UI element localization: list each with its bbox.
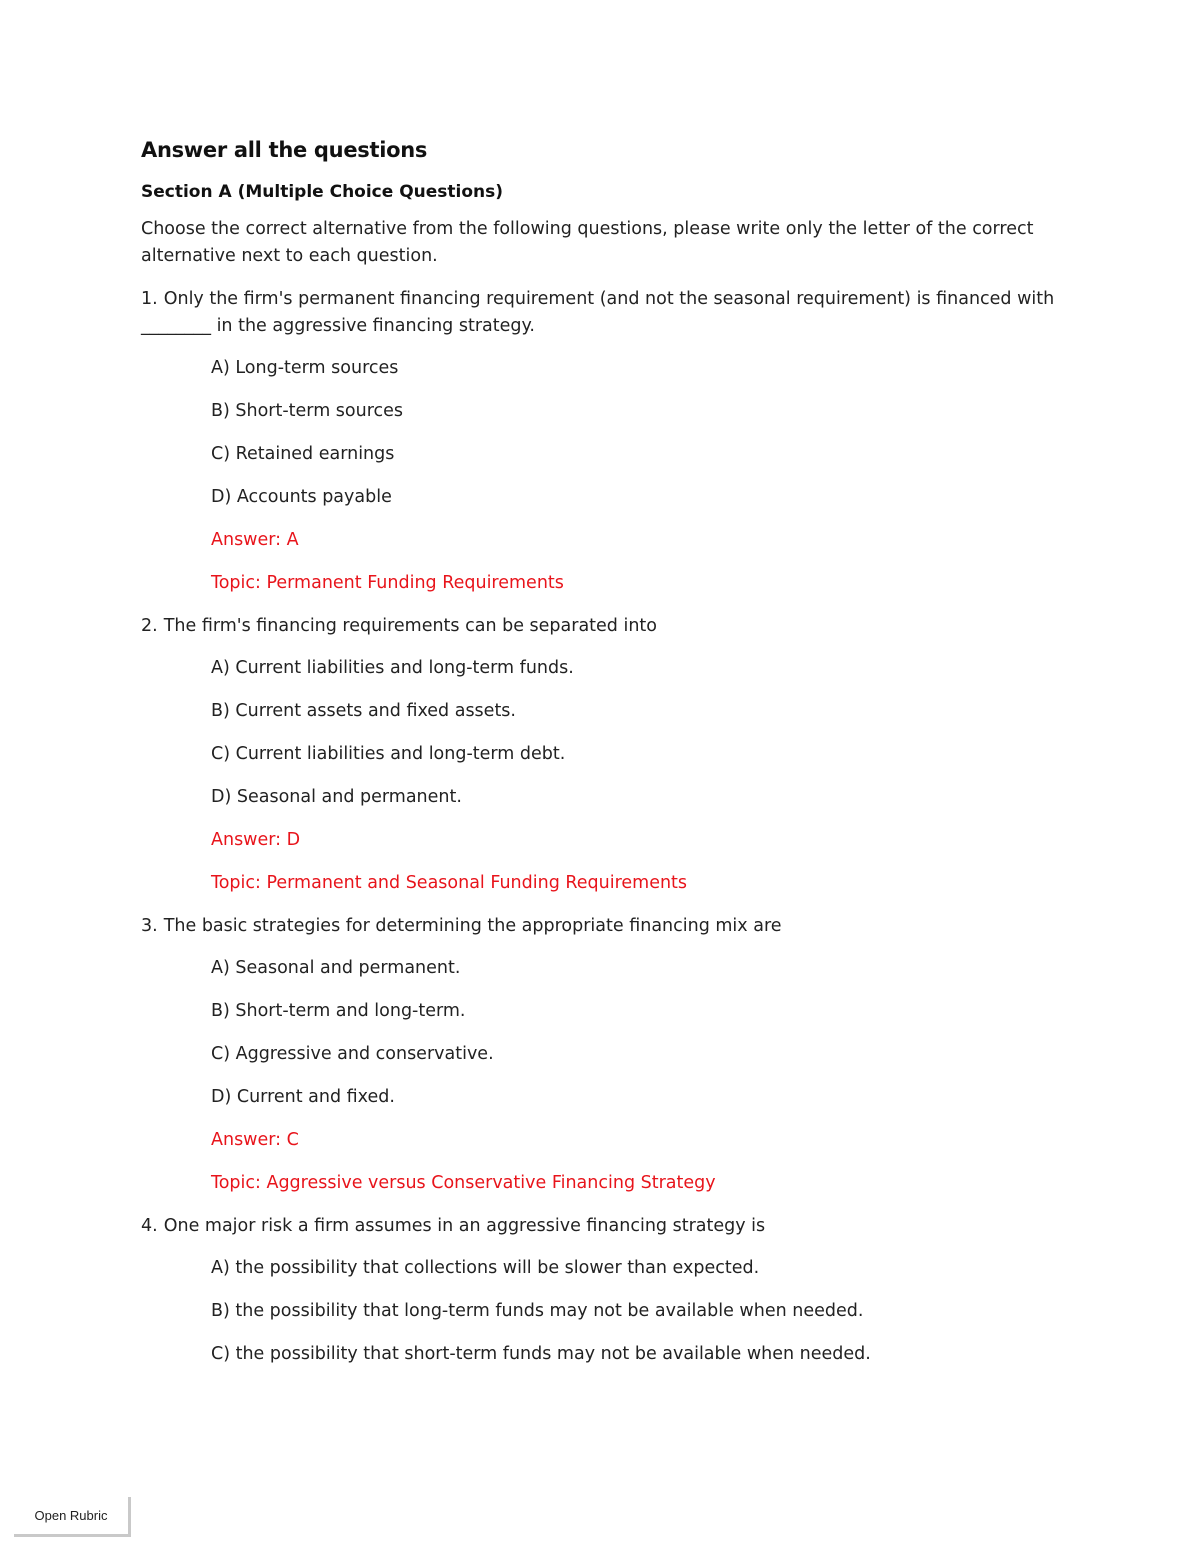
open-rubric-button[interactable]: Open Rubric: [14, 1497, 131, 1537]
option-d: D) Seasonal and permanent.: [211, 787, 462, 807]
option-a: A) the possibility that collections will be slower than expected.: [211, 1258, 760, 1278]
question-text: One major risk a firm assumes in an aggressive financing strategy is: [163, 1216, 766, 1236]
question-number: 4.: [141, 1216, 158, 1236]
option-a: A) Seasonal and permanent.: [211, 958, 461, 978]
question-number: 3.: [141, 916, 158, 936]
option-a: A) Long-term sources: [211, 358, 399, 378]
document-page: [141, 138, 1061, 1384]
topic-text: Topic: Aggressive versus Conservative Financing Strategy: [211, 1173, 716, 1193]
question-text: Only the firm's permanent financing requirement (and not the seasonal requirement) is financed with ________ in the aggressive financing strategy.: [141, 289, 1055, 336]
section-title: Section A (Multiple Choice Questions): [141, 182, 504, 202]
option-b: B) Short-term and long-term.: [211, 1001, 466, 1021]
question-stem: [141, 1213, 1061, 1240]
answer-text: Answer: D: [211, 830, 301, 850]
option-a: A) Current liabilities and long-term funds.: [211, 658, 574, 678]
instructions-text: Choose the correct alternative from the following questions, please write only the letter of the correct alternative next to each question.: [141, 219, 1034, 266]
question-4: [141, 1213, 1061, 1368]
option-c: C) the possibility that short-term funds may not be available when needed.: [211, 1344, 871, 1364]
question-text: The basic strategies for determining the appropriate financing mix are: [163, 916, 782, 936]
option-d: D) Current and fixed.: [211, 1087, 395, 1107]
answer-text: Answer: C: [211, 1130, 299, 1150]
question-stem: [141, 286, 1061, 340]
option-c: C) Current liabilities and long-term debt.: [211, 744, 566, 764]
question-number: 1.: [141, 289, 158, 309]
question-stem: [141, 913, 1061, 940]
option-b: B) Current assets and fixed assets.: [211, 701, 516, 721]
question-text: The firm's financing requirements can be separated into: [163, 616, 657, 636]
topic-text: Topic: Permanent Funding Requirements: [211, 573, 564, 593]
question-1: [141, 286, 1061, 597]
option-b: B) the possibility that long-term funds may not be available when needed.: [211, 1301, 864, 1321]
option-b: B) Short-term sources: [211, 401, 404, 421]
option-c: C) Retained earnings: [211, 444, 395, 464]
question-number: 2.: [141, 616, 158, 636]
option-d: D) Accounts payable: [211, 487, 392, 507]
page-title: Answer all the questions: [141, 138, 428, 162]
question-3: [141, 913, 1061, 1197]
answer-text: Answer: A: [211, 530, 299, 550]
question-2: [141, 613, 1061, 897]
topic-text: Topic: Permanent and Seasonal Funding Requirements: [211, 873, 688, 893]
option-c: C) Aggressive and conservative.: [211, 1044, 494, 1064]
question-stem: [141, 613, 1061, 640]
